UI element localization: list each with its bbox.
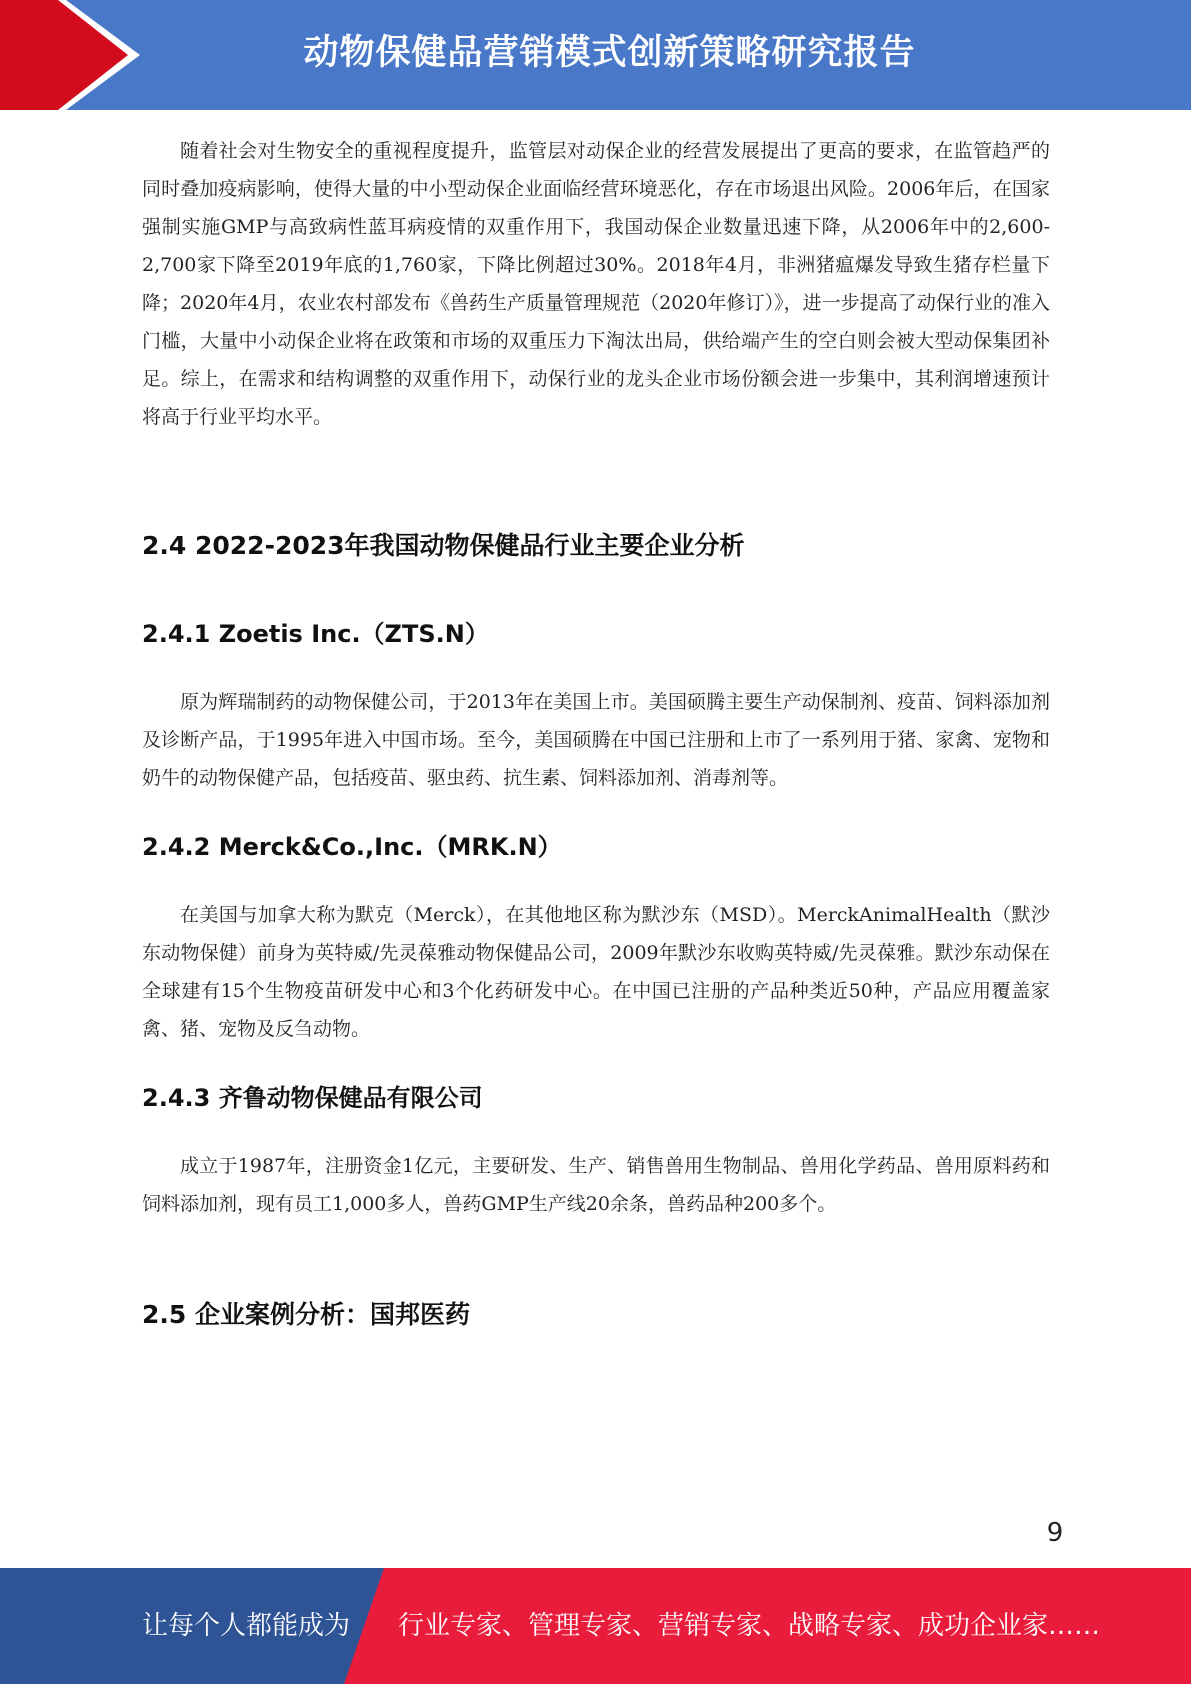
footer-slogan-right: 行业专家、管理专家、营销专家、战略专家、成功企业家……	[398, 1611, 1101, 1641]
footer-slogan-left: 让每个人都能成为	[142, 1611, 351, 1641]
subsection-heading-2-4-1: 2.4.1 Zoetis Inc.（ZTS.N）	[142, 620, 489, 648]
page-number: 9	[1046, 1518, 1064, 1548]
page-footer	[0, 1568, 1191, 1684]
qilu-paragraph: 成立于1987年，注册资金1亿元，主要研发、生产、销售兽用生物制品、兽用化学药品、兽用原料药和饲料添加剂，现有员工1,000多人，兽药GMP生产线20余条，兽药品种200多个。	[142, 1155, 1050, 1215]
section-heading-2-4: 2.4 2022-2023年我国动物保健品行业主要企业分析	[142, 531, 745, 560]
subsection-heading-2-4-2: 2.4.2 Merck&Co.,Inc.（MRK.N）	[142, 833, 562, 861]
report-title: 动物保健品营销模式创新策略研究报告	[303, 33, 916, 73]
page-content	[142, 132, 1050, 1331]
page-header	[0, 0, 1191, 110]
subsection-heading-2-4-3: 2.4.3 齐鲁动物保健品有限公司	[142, 1084, 483, 1112]
intro-paragraph: 随着社会对生物安全的重视程度提升，监管层对动保企业的经营发展提出了更高的要求，在监管趋严的同时叠加疫病影响，使得大量的中小型动保企业面临经营环境恶化，存在市场退出风险。2006年后，在国家强制实施GMP与高致病性蓝耳病疫情的双重作用下，我国动保企业数量迅速下降，从2006年中的2,600-2,700家下降至2019年底的1,760家，下降比例超过30%。2018年4月，非洲猪瘟爆发导致生猪存栏量下降；2020年4月，农业农村部发布《兽药生产质量管理规范（2020年修订）》，进一步提高了动保行业的准入门槛，大量中小动保企业将在政策和市场的双重压力下淘汰出局，供给端产生的空白则会被大型动保集团补足。综上，在需求和结构调整的双重作用下，动保行业的龙头企业市场份额会进一步集中，其利润增速预计将高于行业平均水平。	[142, 140, 1050, 428]
section-heading-2-5: 2.5 企业案例分析：国邦医药	[142, 1300, 470, 1329]
zoetis-paragraph: 原为辉瑞制药的动物保健公司，于2013年在美国上市。美国硕腾主要生产动保制剂、疫苗、饲料添加剂及诊断产品，于1995年进入中国市场。至今，美国硕腾在中国已注册和上市了一系列用于猪、家禽、宠物和奶牛的动物保健产品，包括疫苗、驱虫药、抗生素、饲料添加剂、消毒剂等。	[142, 691, 1050, 789]
merck-paragraph: 在美国与加拿大称为默克（Merck），在其他地区称为默沙东（MSD）。MerckAnimalHealth（默沙东动物保健）前身为英特威/先灵葆雅动物保健品公司，2009年默沙东收购英特威/先灵葆雅。默沙东动保在全球建有15个生物疫苗研发中心和3个化药研发中心。在中国已注册的产品种类近50种，产品应用覆盖家禽、猪、宠物及反刍动物。	[142, 904, 1050, 1040]
